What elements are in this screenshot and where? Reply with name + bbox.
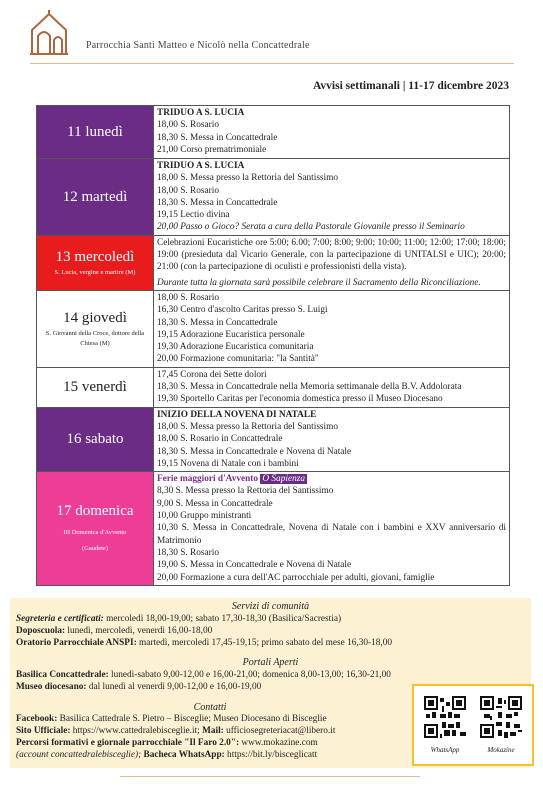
doposcuola-line <box>16 626 212 637</box>
header-divider <box>30 63 514 64</box>
day-cell <box>37 159 154 236</box>
event-header: TRIDUO A S. LUCIA <box>157 161 245 171</box>
event-line: 19,15 Lectio divina <box>157 210 230 221</box>
sito-label: Sito Ufficiale: <box>16 726 71 736</box>
table-row <box>37 407 510 471</box>
bacheca-link[interactable]: https://bit.ly/bisceglicatt <box>224 750 318 760</box>
qr-code-icon[interactable] <box>480 696 522 738</box>
museo-text: dal lunedì al venerdì 9,00-12,00 e 16,00-19,00 <box>86 682 262 692</box>
event-line: 18,00 S. Rosario <box>157 120 219 131</box>
event-line: 18,00 S. Messa presso la Rettoria del Santissimo <box>157 421 339 432</box>
mail-label: Mail: <box>199 726 224 736</box>
event-line: 19,30 Sportello Caritas per l'economia domestica presso il Museo Diocesano <box>157 394 443 405</box>
event-line: Durante tutta la giornata sarà possibile celebrare il Sacramento della Riconciliazione. <box>157 277 481 288</box>
event-line: 8,30 S. Messa presso la Rettoria del Santissimo <box>157 486 334 497</box>
events-cell <box>154 235 510 290</box>
event-line: 10,00 Gruppo ministranti <box>157 511 252 522</box>
event-line: 18,30 S. Messa in Concattedrale e Novena di Natale <box>157 446 352 457</box>
events-cell <box>154 106 510 159</box>
event-line: 16,30 Centro d'ascolto Caritas presso S. Luigi <box>157 305 328 316</box>
day-name: 15 venerdì <box>63 379 127 396</box>
event-line: 19,30 Adorazione Eucaristica comunitaria <box>157 342 314 353</box>
event-line: 18,30 S. Messa in Concattedrale <box>157 132 278 143</box>
event-line: 21,00 Corso prematrimoniale <box>157 144 267 155</box>
qr-mokazine-label: Mokazine <box>487 746 515 754</box>
ferie-label: Ferie maggiori d'Avvento <box>157 474 259 485</box>
event-header: TRIDUO A S. LUCIA <box>157 108 245 118</box>
event-line: 20,00 Passo o Gioco? Serata a cura della Pastorale Giovanile presso il Seminario <box>157 222 465 233</box>
event-line: 18,30 S. Messa in Concattedrale <box>157 317 278 328</box>
table-row <box>37 472 510 586</box>
event-line: 18,30 S. Messa in Concattedrale <box>157 197 278 208</box>
avvisi-title: Avvisi settimanali | 11-17 dicembre 2023 <box>312 80 509 92</box>
day-name: 11 lunedì <box>67 124 123 140</box>
basilica-text: lunedì-sabato 9,00-12,00 e 16,00-21,00; domenica 8,00-13,00; 16,30-21,00 <box>108 670 391 680</box>
segreteria-line <box>16 614 341 625</box>
bacheca-label: Bacheca WhatsApp: <box>141 750 225 760</box>
segreteria-label: Segreteria e certificati: <box>16 614 104 624</box>
mail-link[interactable]: ufficiosegreteriacat@libero.it <box>223 726 336 736</box>
event-line: Celebrazioni Eucaristiche ore 5:00; 6.00; 7:00; 8:00; 9:00; 10:00; 11:00; 12:00; 17:00; 18:00; 19:00 (presieduta dal Vicario Generale, con la partecipazione di UNITALSI e UIC); 20:00; 21:00 (con la partecipazione di oculisti e professionisti della vista). <box>157 237 506 273</box>
event-line: 18,30 S. Messa in Concattedrale nella Memoria settimanale della B.V. Addolorata <box>157 382 462 393</box>
contatti-title: Contatti <box>193 702 227 713</box>
day-cell <box>37 472 154 586</box>
events-cell <box>154 367 510 407</box>
day-subtitle-2: (Gaudete) <box>82 545 108 553</box>
event-line: 18,30 S. Rosario <box>157 547 219 558</box>
day-cell <box>37 106 154 159</box>
qr-box <box>412 684 534 766</box>
event-line: 19,00 S. Messa in Concattedrale e Novena di Natale <box>157 560 352 571</box>
parish-name: Parrocchia Santi Matteo e Nicolò nella Concattedrale <box>86 40 310 51</box>
day-cell <box>37 367 154 407</box>
event-line: 19,15 Adorazione Eucaristica personale <box>157 329 305 340</box>
table-row <box>37 235 510 290</box>
table-row <box>37 367 510 407</box>
doposcuola-label: Doposcuola: <box>16 626 66 636</box>
day-name: 12 martedì <box>62 188 128 205</box>
facebook-line <box>16 714 327 725</box>
day-cell <box>37 407 154 471</box>
facebook-label: Facebook: <box>16 714 58 724</box>
event-line: 20,00 Formazione a cura dell'AC parrocchiale per adulti, giovani, famiglie <box>157 572 435 583</box>
day-name: 17 domenica <box>56 503 134 520</box>
event-line: 18,00 S. Messa presso la Rettoria del Santissimo <box>157 173 339 184</box>
museo-line <box>16 682 261 693</box>
day-subtitle: S. Giovanni della Croce, dottore della Chiesa (M) <box>45 329 145 347</box>
qr-code-icon[interactable] <box>424 696 466 738</box>
events-cell <box>154 159 510 236</box>
basilica-line <box>16 670 391 681</box>
doposcuola-text: lunedì, mercoledì, venerdì 16,00-18,00 <box>65 626 213 636</box>
oratorio-line <box>16 638 392 649</box>
day-cell <box>37 290 154 367</box>
event-line: 19,15 Novena di Natale con i bambini <box>157 458 299 469</box>
museo-label: Museo diocesano: <box>16 682 87 692</box>
event-line: 18,00 S. Rosario <box>157 292 219 303</box>
segreteria-text: mercoledì 18,00-19,00; sabato 17,30-18,30 (Basilica/Sacrestia) <box>103 614 342 624</box>
account-text: (account concattedralebisceglie); <box>16 750 142 760</box>
sapienza-label: O Sapienza <box>262 474 305 485</box>
events-cell <box>154 407 510 471</box>
bacheca-line <box>16 750 317 761</box>
oratorio-text: martedì, mercoledì 17,45-19,15; primo sabato del mese 16,30-18,00 <box>136 638 393 648</box>
day-name: 13 mercoledì <box>55 248 135 265</box>
basilica-label: Basilica Concattedrale: <box>16 670 109 680</box>
day-name: 14 giovedì <box>63 309 127 326</box>
event-line: 18,00 S. Rosario in Concattedrale <box>157 434 283 445</box>
percorsi-label: Percorsi formativi e giornale parrocchiale "Il Faro 2.0": <box>16 738 240 748</box>
facebook-text: Basilica Cattedrale S. Pietro – Bisceglie; Museo Diocesano di Bisceglie <box>57 714 327 724</box>
events-cell <box>154 472 510 586</box>
day-name: 16 sabato <box>66 431 124 448</box>
qr-whatsapp-label: WhatsApp <box>430 746 460 754</box>
portali-title: Portali Aperti <box>242 657 299 668</box>
event-header: INIZIO DELLA NOVENA DI NATALE <box>157 409 317 420</box>
event-line: 10,30 S. Messa in Concattedrale, Novena di Natale con i bambini e XXV anniversario di Matrimonio <box>157 523 506 546</box>
church-logo-icon <box>28 10 70 56</box>
header <box>28 10 518 58</box>
table-row <box>37 159 510 236</box>
day-subtitle: III Domenica d'Avvento <box>63 529 127 537</box>
oratorio-label: Oratorio Parrocchiale ANSPI: <box>16 638 137 648</box>
footer-divider <box>120 776 420 777</box>
mokazine-link[interactable]: www.mokazine.com <box>239 738 318 748</box>
footer-info <box>10 598 531 768</box>
avvisi-label: Avvisi settimanali <box>312 80 400 92</box>
sito-link[interactable]: https://www.cattedralebisceglie.it; <box>70 726 200 736</box>
event-line: 9,00 S. Messa in Concattedrale <box>157 498 273 509</box>
table-row <box>37 290 510 367</box>
event-line: 20,00 Formazione comunitaria: "la Santità" <box>157 354 319 365</box>
percorsi-line <box>16 738 318 749</box>
day-cell <box>37 235 154 290</box>
ferie-line <box>157 473 506 485</box>
schedule-table <box>36 105 510 586</box>
events-cell <box>154 290 510 367</box>
day-subtitle: S. Lucia, vergine e martire (M) <box>54 268 136 276</box>
sito-line <box>16 726 335 737</box>
event-line: 18,00 S. Rosario <box>157 185 219 196</box>
event-line: 17,45 Corona dei Sette dolori <box>157 369 267 380</box>
servizi-title: Servizi di comunità <box>231 601 310 612</box>
table-row <box>37 106 510 159</box>
week-range: 11-17 dicembre 2023 <box>408 80 509 92</box>
